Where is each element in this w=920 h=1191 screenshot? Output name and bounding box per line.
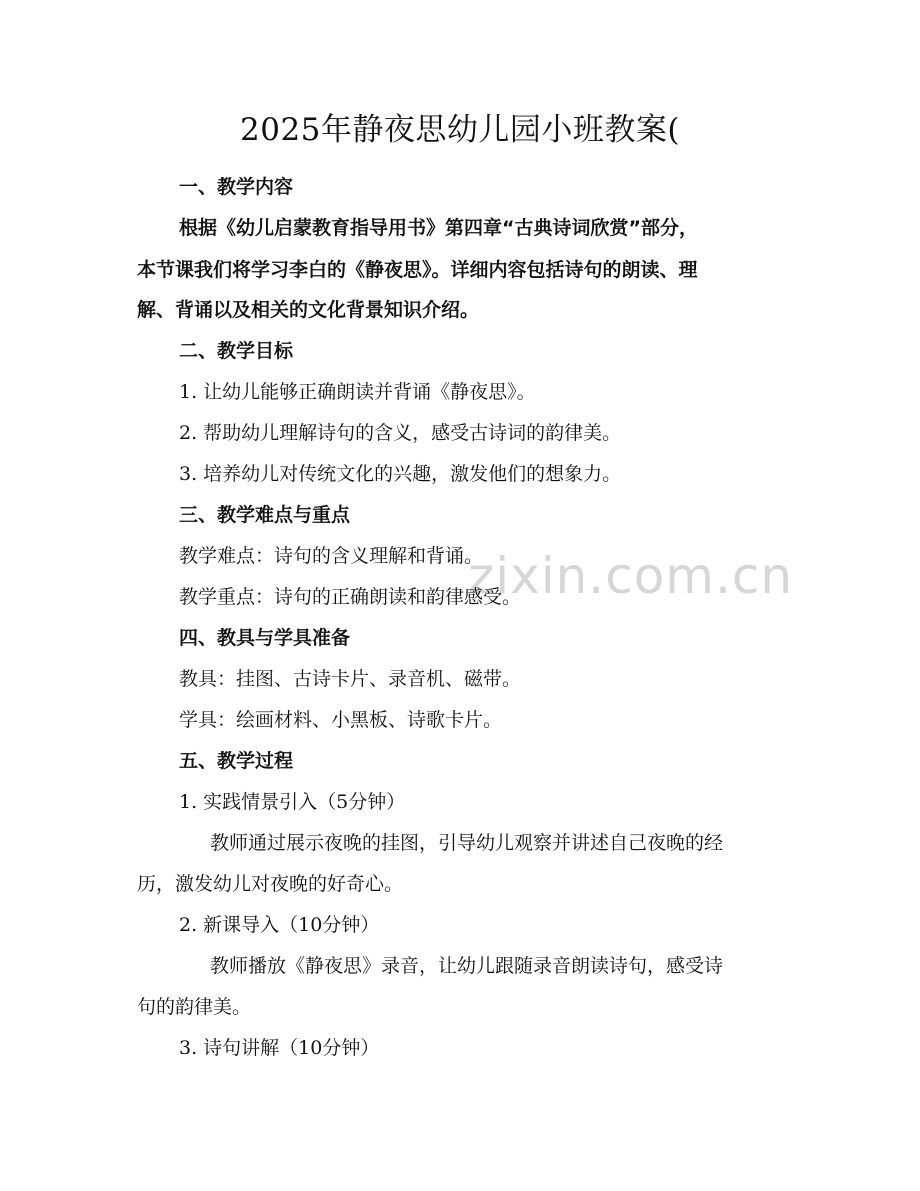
list-item: 教学难点：诗句的含义理解和背诵。: [179, 545, 484, 567]
list-item: 3. 培养幼儿对传统文化的兴趣，激发他们的想象力。: [179, 463, 622, 485]
paragraph-line: 根据《幼儿启蒙教育指导用书》第四章“古典诗词欣赏”部分，: [179, 217, 698, 239]
section-heading-content: 一、教学内容: [179, 176, 294, 198]
step-text-line: 教师通过展示夜晚的挂图，引导幼儿观察并讲述自己夜晚的经: [210, 832, 724, 854]
step-label: 2. 新课导入（10分钟）: [179, 914, 380, 936]
list-item: 教学重点：诗句的正确朗读和韵律感受。: [179, 586, 522, 608]
section-heading-difficulties: 三、教学难点与重点: [179, 504, 351, 526]
list-item: 学具：绘画材料、小黑板、诗歌卡片。: [179, 709, 503, 731]
list-item: 1. 让幼儿能够正确朗读并背诵《静夜思》。: [179, 381, 536, 403]
step-text-line: 句的韵律美。: [137, 996, 252, 1018]
page-title: 2025年静夜思幼儿园小班教案(: [240, 112, 680, 148]
step-label: 3. 诗句讲解（10分钟）: [179, 1037, 380, 1059]
section-heading-goals: 二、教学目标: [179, 340, 294, 362]
list-item: 2. 帮助幼儿理解诗句的含义，感受古诗词的韵律美。: [179, 422, 622, 444]
paragraph-line: 解、背诵以及相关的文化背景知识介绍。: [137, 299, 480, 321]
step-text-line: 教师播放《静夜思》录音，让幼儿跟随录音朗读诗句，感受诗: [210, 955, 724, 977]
watermark: zixin.com.cn: [468, 547, 794, 605]
section-heading-process: 五、教学过程: [179, 750, 294, 772]
step-text-line: 历，激发幼儿对夜晚的好奇心。: [137, 873, 404, 895]
paragraph-line: 本节课我们将学习李白的《静夜思》。详细内容包括诗句的朗读、理: [137, 259, 698, 281]
section-heading-materials: 四、教具与学具准备: [179, 627, 351, 649]
list-item: 教具：挂图、古诗卡片、录音机、磁带。: [179, 668, 522, 690]
step-label: 1. 实践情景引入（5分钟）: [179, 791, 406, 813]
